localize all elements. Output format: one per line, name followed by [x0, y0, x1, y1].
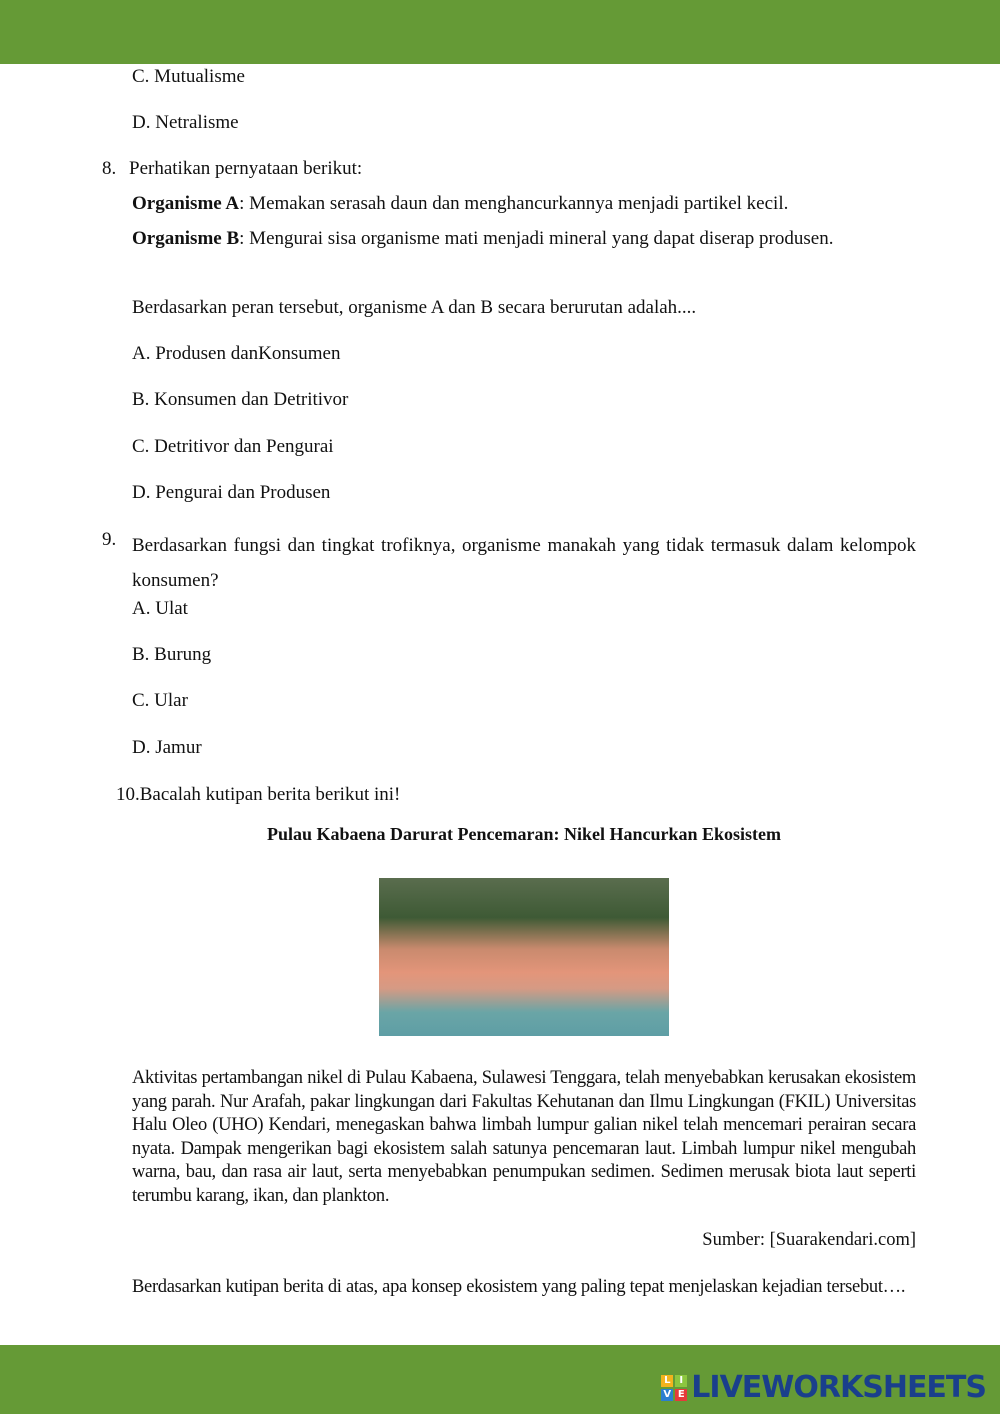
logo-letter: E: [675, 1389, 687, 1401]
news-title: Pulau Kabaena Darurat Pencemaran: Nikel Hancurkan Ekosistem: [266, 824, 781, 844]
organism-a-text: : Memakan serasah daun dan menghancurkannya menjadi partikel kecil.: [239, 193, 789, 214]
question-8-prompt: Berdasarkan peran tersebut, organisme A dan B secara berurutan adalah....: [132, 297, 697, 318]
organism-b: [132, 228, 833, 250]
q8-option-a[interactable]: A. Produsen danKonsumen: [132, 343, 341, 364]
organism-a-label: Organisme A: [132, 193, 240, 214]
question-9-number: 9.: [102, 529, 117, 550]
question-10-prompt: Berdasarkan kutipan berita di atas, apa konsep ekosistem yang paling tepat menjelaskan kejadian tersebut….: [132, 1277, 906, 1297]
option-d[interactable]: D. Netralisme: [132, 112, 239, 133]
question-9-stem: Berdasarkan fungsi dan tingkat trofiknya, organisme manakah yang tidak termasuk dalam kelompok konsumen?: [132, 535, 916, 591]
q9-option-a[interactable]: A. Ulat: [132, 598, 188, 619]
question-10-stem: 10.Bacalah kutipan berita berikut ini!: [116, 784, 401, 805]
question-8-number: 8.: [102, 158, 117, 179]
news-paragraph: Aktivitas pertambangan nikel di Pulau Kabaena, Sulawesi Tenggara, telah menyebabkan kerusakan ekosistem yang parah. Nur Arafah, pakar lingkungan dari Fakultas Kehutanan dan Ilmu Lingkungan (FKIL) Universitas Halu Oleo (UHO) Kendari, menegaskan bahwa limbah lumpur galian nikel telah mencemari perairan secara nyata. Dampak mengerikan bagi ekosistem salah satunya pencemaran laut. Limbah lumpur nikel mengubah warna, bau, dan rasa air laut, serta menyebabkan penumpukan sedimen. Sedimen merusak biota laut seperti terumbu karang, ikan, dan plankton.: [132, 1068, 916, 1206]
q9-option-d[interactable]: D. Jamur: [132, 737, 202, 758]
q9-option-b[interactable]: B. Burung: [132, 644, 212, 665]
news-source: Sumber: [Suarakendari.com]: [702, 1230, 916, 1250]
q8-option-d[interactable]: D. Pengurai dan Produsen: [132, 482, 331, 503]
logo-letter: V: [661, 1389, 673, 1401]
news-photo: [379, 878, 669, 1036]
organism-b-label: Organisme B: [132, 228, 240, 249]
q8-option-b[interactable]: B. Konsumen dan Detritivor: [132, 389, 349, 410]
organism-b-text: : Mengurai sisa organisme mati menjadi mineral yang dapat diserap produsen.: [239, 228, 834, 249]
q9-option-c[interactable]: C. Ular: [132, 690, 188, 711]
option-c[interactable]: C. Mutualisme: [132, 66, 245, 87]
liveworksheets-logo[interactable]: [661, 1370, 986, 1405]
logo-icon: [661, 1375, 687, 1401]
question-8-stem: Perhatikan pernyataan berikut:: [129, 158, 363, 179]
logo-text: LIVEWORKSHEETS: [691, 1370, 986, 1405]
header-bar: [0, 0, 1000, 64]
logo-letter: L: [661, 1375, 673, 1387]
q8-option-c[interactable]: C. Detritivor dan Pengurai: [132, 436, 334, 457]
organism-a: [132, 193, 788, 215]
logo-letter: I: [675, 1375, 687, 1387]
